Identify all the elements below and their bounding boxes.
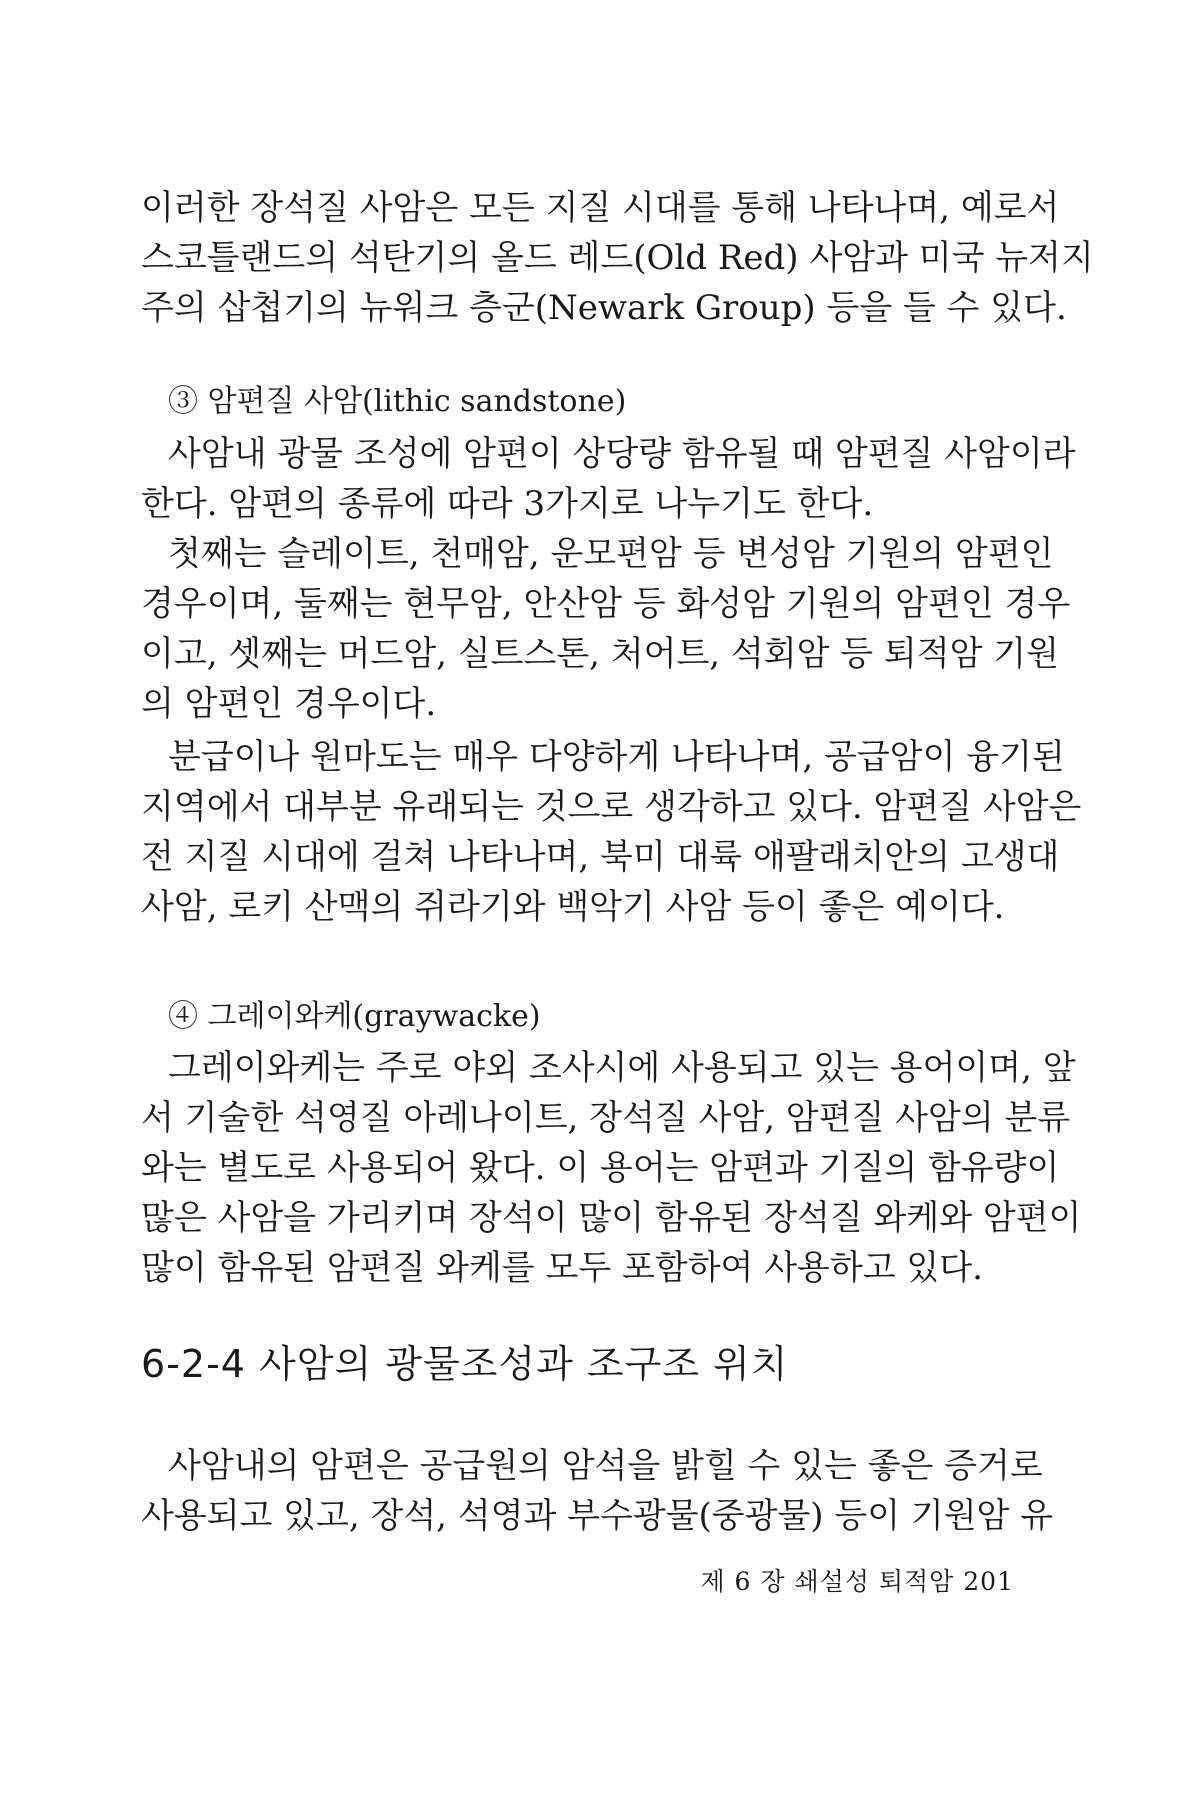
body-line: 전 지질 시대에 걸쳐 나타나며, 북미 대륙 애팔래치안의 고생대 (141, 837, 1060, 877)
body-line: 분급이나 원마도는 매우 다양하게 나타나며, 공급암이 융기된 (168, 737, 1065, 777)
subheading-lithic-sandstone: ③ 암편질 사암(lithic sandstone) (168, 384, 627, 419)
section-heading: 6-2-4 사암의 광물조성과 조구조 위치 (141, 1342, 789, 1386)
body-line: 사암내의 암편은 공급원의 암석을 밝힐 수 있는 좋은 증거로 (168, 1446, 1043, 1486)
body-line: 한다. 암편의 종류에 따라 3가지로 나누기도 한다. (141, 484, 874, 524)
body-line: 사용되고 있고, 장석, 석영과 부수광물(중광물) 등이 기원암 유 (141, 1496, 1054, 1536)
body-line: 스코틀랜드의 석탄기의 올드 레드(Old Red) 사암과 미국 뉴저지 (141, 238, 1094, 278)
body-line: 많은 사암을 가리키며 장석이 많이 함유된 장석질 와케와 암편이 (141, 1198, 1082, 1238)
body-line: 의 암편인 경우이다. (141, 684, 437, 724)
body-line: 지역에서 대부분 유래되는 것으로 생각하고 있다. 암편질 사암은 (141, 787, 1082, 827)
page-footer: 제 6 장 쇄설성 퇴적암 201 (700, 1567, 1014, 1596)
body-line: 그레이와케는 주로 야외 조사시에 사용되고 있는 용어이며, 앞 (168, 1048, 1076, 1088)
body-line: 사암내 광물 조성에 암편이 상당량 함유될 때 암편질 사암이라 (168, 434, 1076, 474)
body-line: 서 기술한 석영질 아레나이트, 장석질 사암, 암편질 사암의 분류 (141, 1098, 1071, 1138)
body-line: 이고, 셋째는 머드암, 실트스톤, 처어트, 석회암 등 퇴적암 기원 (141, 634, 1059, 674)
body-line: 와는 별도로 사용되어 왔다. 이 용어는 암편과 기질의 함유량이 (141, 1148, 1060, 1188)
body-line: 이러한 장석질 사암은 모든 지질 시대를 통해 나타나며, 예로서 (141, 188, 1060, 228)
subheading-graywacke: ④ 그레이와케(graywacke) (168, 999, 541, 1034)
body-line: 경우이며, 둘째는 현무암, 안산암 등 화성암 기원의 암편인 경우 (141, 584, 1071, 624)
body-line: 많이 함유된 암편질 와케를 모두 포함하여 사용하고 있다. (141, 1248, 983, 1288)
body-line: 사암, 로키 산맥의 쥐라기와 백악기 사암 등이 좋은 예이다. (141, 887, 1005, 927)
body-line: 주의 삽첩기의 뉴워크 층군(Newark Group) 등을 들 수 있다. (141, 288, 1067, 328)
body-line: 첫째는 슬레이트, 천매암, 운모편암 등 변성암 기원의 암편인 (168, 534, 1054, 574)
